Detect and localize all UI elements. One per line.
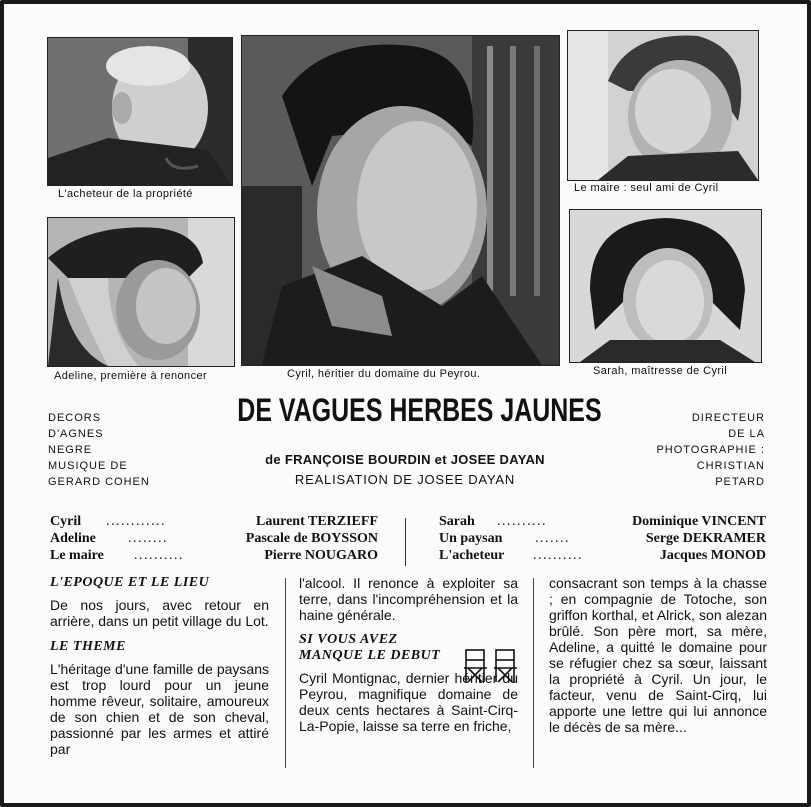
leader-dots: .......... [134, 548, 184, 563]
leader-dots: ............ [106, 514, 166, 529]
cast-row [439, 514, 766, 531]
credit-line: PHOTOGRAPHIE : [656, 444, 765, 456]
film-director: REALISATION DE JOSEE DAYAN [294, 472, 516, 487]
credits-left [48, 410, 150, 490]
credit-line: DECORS [48, 412, 102, 424]
article-column-1 [50, 575, 269, 757]
cast-actor: Laurent TERZIEFF [255, 514, 378, 529]
credit-line: NEGRE [48, 444, 93, 456]
article-column-3 [549, 575, 767, 735]
credit-line: GERARD COHEN [48, 476, 150, 488]
cast-actor: Pierre NOUGARO [264, 548, 378, 563]
credit-line: DE LA [728, 428, 765, 440]
cast-divider [405, 518, 406, 566]
caption-adeline: Adeline, première à renoncer [54, 370, 208, 382]
photo-adeline [47, 217, 235, 367]
photo-mayor [567, 30, 759, 181]
caption-mayor: Le maire : seul ami de Cyril [574, 182, 719, 194]
article-paragraph: l'alcool. Il renonce à exploiter sa terre, dans l'incompréhension et la haine générale. [299, 575, 518, 623]
credits-right [656, 410, 765, 490]
caption-buyer: L'acheteur de la propriété [58, 188, 193, 200]
cast-role: L'acheteur [439, 548, 505, 563]
photo-cyril [241, 35, 560, 366]
cast-row [439, 531, 766, 548]
cast-list-right [439, 514, 766, 565]
cast-actor: Serge DEKRAMER [645, 531, 766, 546]
cast-row [50, 514, 378, 531]
cast-role: Le maire [50, 548, 104, 563]
cast-row [439, 548, 766, 565]
film-authors: de FRANÇOISE BOURDIN et JOSEE DAYAN [265, 452, 545, 467]
cast-list-left [50, 514, 378, 565]
article-paragraph: De nos jours, avec retour en arrière, dans un petit village du Lot. [50, 597, 269, 629]
cast-row [50, 531, 378, 548]
credit-line: PETARD [715, 476, 765, 488]
cast-role: Un paysan [439, 531, 503, 546]
cast-actor: Dominique VINCENT [632, 514, 766, 529]
section-heading: L'EPOQUE ET LE LIEU [50, 575, 210, 590]
film-title: DE VAGUES HERBES JAUNES [237, 392, 602, 428]
section-heading: LE THEME [50, 639, 126, 654]
leader-dots: ....... [535, 531, 570, 546]
article-paragraph: Cyril Montignac, dernier héritier du Peyrou, magnifique domaine de deux cents hectares à Saint-Cirq-La-Popie, laisse sa terre en friche, [299, 670, 518, 734]
cast-actor: Jacques MONOD [659, 548, 766, 563]
leader-dots: .......... [497, 514, 547, 529]
cast-row [50, 548, 378, 565]
cast-actor: Pascale de BOYSSON [245, 531, 378, 546]
photo-sarah [569, 209, 762, 363]
cast-role: Adeline [50, 531, 96, 546]
leader-dots: ........ [128, 531, 168, 546]
cast-role: Sarah [439, 514, 475, 529]
director-chairs-icon [463, 646, 519, 684]
cast-role: Cyril [50, 514, 82, 529]
credit-line: D'AGNES [48, 428, 104, 440]
credit-line: MUSIQUE DE [48, 460, 128, 472]
photo-buyer [47, 37, 233, 186]
article-paragraph: consacrant son temps à la chasse ; en compagnie de Totoche, son griffon korthal, et Alrick, son alezan brûlé. Son père mort, sa mère, Adeline, a quitté le domaine pour se réfugier chez sa sœur, laissant la propriété à Cyril. Un jour, le facteur, venu de Saint-Cirq, lui apporte une lettre qui lui annonce le décès de sa mère... [549, 575, 767, 735]
article-paragraph: L'héritage d'une famille de paysans est trop lourd pour un jeune homme rêveur, solitaire, amoureux de son chien et de son cheval, passionné par les armes et attiré par [50, 661, 269, 757]
caption-cyril: Cyril, héritier du domaine du Peyrou. [287, 368, 481, 380]
caption-sarah: Sarah, maîtresse de Cyril [593, 365, 728, 377]
column-divider [285, 578, 286, 768]
credit-line: DIRECTEUR [691, 412, 765, 424]
credit-line: CHRISTIAN [696, 460, 765, 472]
column-divider [533, 578, 534, 768]
leader-dots: .......... [533, 548, 583, 563]
section-heading: SI VOUS AVEZ MANQUE LE DEBUT [299, 632, 441, 663]
